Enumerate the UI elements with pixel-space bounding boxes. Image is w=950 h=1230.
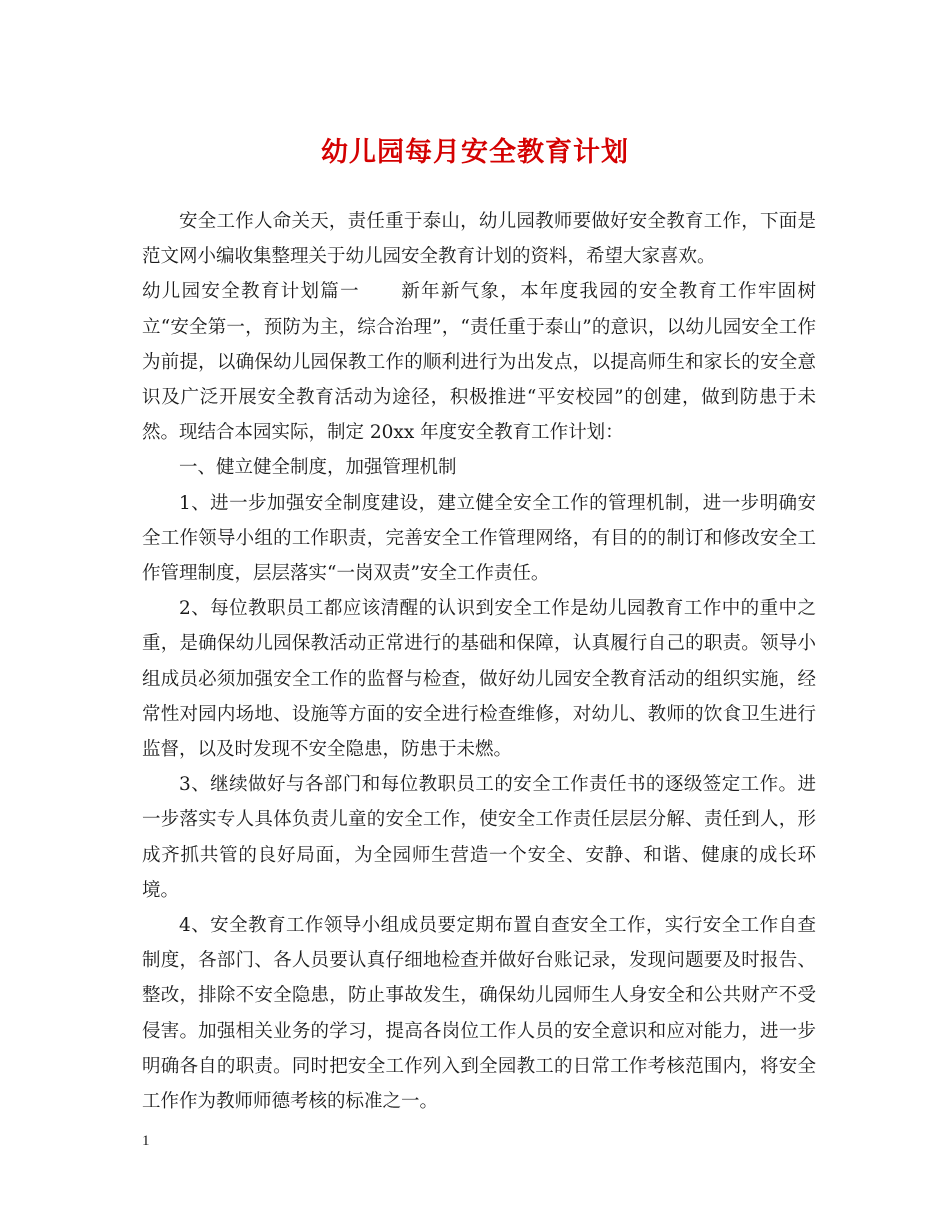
- intro-paragraph: 安全工作人命关天，责任重于泰山，幼儿园教师要做好安全教育工作，下面是范文网小编收集整理关于幼儿园安全教育计划的资料，希望大家喜欢。: [142, 211, 816, 268]
- list-item-2: 2、每位教职员工都应该清醒的认识到安全工作是幼儿园教育工作中的重中之重，是确保幼儿园保教活动正常进行的基础和保障，认真履行自己的职责。领导小组成员必须加强安全工作的监督与检查，做好幼儿园安全教育活动的组织实施，经常性对园内场地、设施等方面的安全进行检查维修，对幼儿、教师的饮食卫生进行监督，以及时发现不安全隐患，防患于未燃。: [142, 598, 816, 761]
- document-body: [142, 204, 816, 1119]
- section-paragraph: [142, 274, 816, 450]
- list-item-1: 1、进一步加强安全制度建设，建立健全安全工作的管理机制，进一步明确安全工作领导小组的工作职责，完善安全工作管理网络，有目的的制订和修改安全工作管理制度，层层落实“一岗双责”安全工作责任。: [142, 492, 816, 585]
- section-text: 新年新气象，本年度我园的安全教育工作牢固树立“安全第一，预防为主，综合治理”，“责任重于泰山”的意识，以幼儿园安全工作为前提，以确保幼儿园保教工作的顺利进行为出发点，以提高师生和家长的安全意识及广泛开展安全教育活动为途径，积极推进“平安校园”的创建，做到防患于未然。现结合本园实际，制定 20xx 年度安全教育工作计划：: [142, 281, 816, 444]
- page-number: 1: [142, 1133, 150, 1149]
- section-heading: 一、健立健全制度，加强管理机制: [179, 457, 457, 479]
- list-item-4: 4、安全教育工作领导小组成员要定期布置自查安全工作，实行安全工作自查制度，各部门、各人员要认真仔细地检查并做好台账记录，发现问题要及时报告、整改，排除不安全隐患，防止事故发生，确保幼儿园师生人身安全和公共财产不受侵害。加强相关业务的学习，提高各岗位工作人员的安全意识和应对能力，进一步明确各自的职责。同时把安全工作列入到全园教工的日常工作考核范围内，将安全工作作为教师师德考核的标准之一。: [142, 915, 816, 1113]
- list-item-3: 3、继续做好与各部门和每位教职员工的安全工作责任书的逐级签定工作。进一步落实专人具体负责儿童的安全工作，使安全工作责任层层分解、责任到人，形成齐抓共管的良好局面，为全园师生营造一个安全、安静、和谐、健康的成长环境。: [142, 774, 816, 901]
- section-label: 幼儿园安全教育计划篇一: [142, 281, 360, 303]
- document-title: 幼儿园每月安全教育计划: [321, 137, 629, 168]
